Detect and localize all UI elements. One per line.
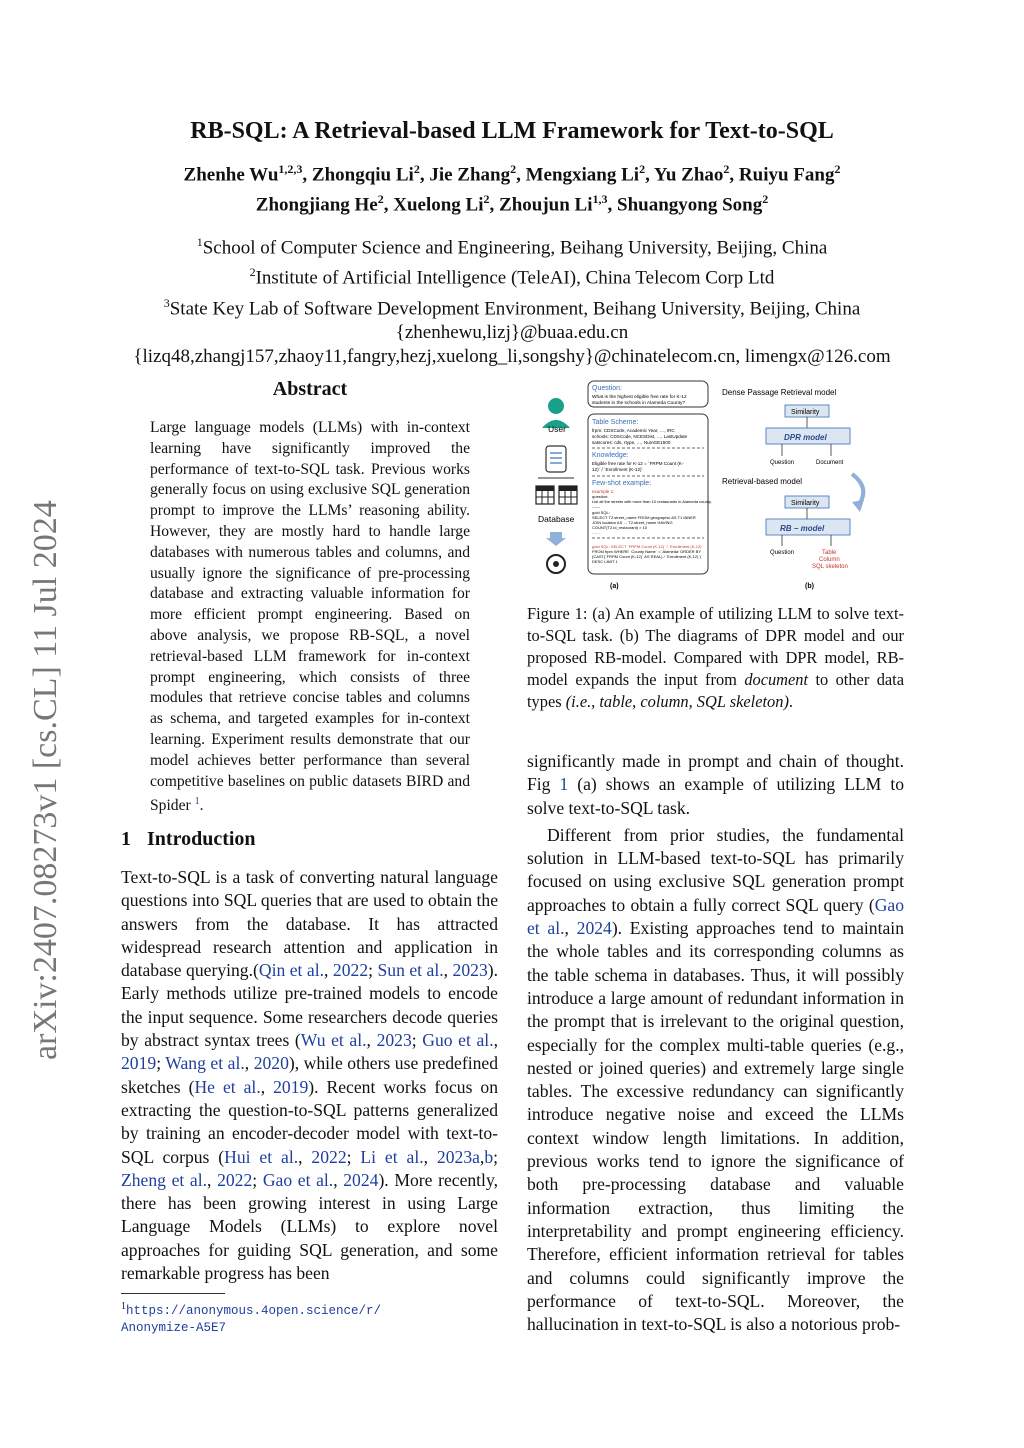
dpr-similarity-label: Similarity: [791, 409, 820, 416]
intro-left-column: [121, 866, 498, 1285]
dpr-document-label: Document: [816, 460, 844, 466]
body-text: ,: [443, 960, 453, 981]
body-text: ). Recent works focus on extracting the question-to-SQL patterns generalized by training an encoder-decoder model with text-to-SQL corpus (: [121, 1076, 498, 1167]
author-name: Zhongqiu Li: [311, 164, 414, 186]
author-affiliation-mark: 2: [762, 192, 769, 207]
author-name: Shuangyong Song: [617, 194, 763, 216]
answer-line: (CAST(`FRPM Count (K-12)` AS REAL) / `Enrollment (K-12)`): [592, 554, 702, 559]
body-text: ,: [207, 1169, 218, 1190]
abstract-body: Large language models (LLMs) with in-context learning have significantly improved the performance of text-to-SQL task. Previous works generally focus on using exclusive SQL generation prompt to improve the LLMs’ reasoning ability. However, they are mostly hard to handle large databases with numerous tables and columns, and usually ignore the significance of pre-processing database and extracting valuable information for more efficient prompt engineering. Based on above analysis, we propose RB-SQL, a novel retrieval-based LLM framework for in-context prompt engineering, which consists of three modules that retrieve concise tables and columns as schema, and targeted examples for in-context learning. Experiment results demonstrate that our model achieves better performance than several competitive baselines on public datasets BIRD and Spider $^1$.: [150, 419, 470, 815]
author-affiliation-mark: 1,2,3: [278, 162, 303, 176]
document-icon: [538, 446, 574, 478]
fewshot-line: ------: [592, 504, 600, 509]
question-text-1: What is the highest eligible free rate for K-12: [592, 395, 687, 400]
footnote-rule: [121, 1293, 225, 1294]
fewshot-line: List all the streets with more than 10 restaurants in Alameda county.: [592, 499, 712, 504]
body-text: ), while others use predefined sketches (: [121, 1053, 499, 1097]
footnote-ref[interactable]: 1: [194, 796, 200, 808]
citation-link[interactable]: 2024: [343, 1169, 379, 1190]
author-line-1: Zhenhe Wu$^{1,2,3}$, Zhongqiu Li$^2$, Jie Zhang$^2$, Mengxiang Li$^2$, Yu Zhao$^2$, Ruiyu Fang$^2$: [183, 162, 841, 186]
affiliation-2: $^2$Institute of Artificial Intelligence (TeleAI), China Telecom Corp Ltd: [249, 265, 775, 289]
user-label: User: [548, 424, 566, 434]
question-title: Question:: [592, 385, 622, 392]
citation-link[interactable]: 2024: [576, 918, 612, 939]
fewshot-line: gold SQL:: [592, 510, 610, 515]
author-name: Xuelong Li: [393, 194, 484, 216]
rb-title: Retrieval-based model: [722, 477, 803, 486]
body-text: ,: [423, 1146, 437, 1167]
body-text: ;: [252, 1169, 263, 1190]
fewshot-title: Few-shot example:: [592, 480, 652, 487]
abstract-heading: Abstract: [272, 378, 348, 400]
citation-link[interactable]: Wang et al.: [165, 1053, 245, 1074]
body-text: ;: [493, 1146, 499, 1167]
knowledge-title: Knowledge:: [592, 452, 629, 459]
schema-line: frpm: CDSCode, Academic Year, …, IRC: [592, 428, 675, 433]
email-1: {zhenhewu,lizj}@buaa.edu.cn: [395, 321, 629, 343]
author-name: Yu Zhao: [653, 164, 724, 186]
citation-link[interactable]: Sun et al.: [377, 960, 444, 981]
schema-title: Table Scheme:: [592, 419, 639, 426]
body-text: ;: [368, 960, 378, 981]
schema-line: satscores: cds, rtype, …, NumGE1500: [592, 440, 671, 445]
figure-caption: Figure 1: (a) An example of utilizing LLM to solve text-to-SQL task. (b) The diagrams of DPR model and our proposed RB-model. Compared with DPR model, RB-model expands the input from document to other data types (i.e., table, column, SQL skeleton).: [527, 604, 904, 711]
author-name: Zhoujun Li: [499, 194, 593, 216]
body-text: ;: [156, 1053, 166, 1074]
author-list: [60, 157, 964, 218]
rb-model-label: RB − model: [780, 524, 825, 533]
body-text: ,: [366, 1030, 377, 1051]
body-text: Different from prior studies, the fundamental solution in LLM-based text-to-SQL has primarily focused on using exclusive SQL generation prompt approaches to obtain a fully correct SQL query (: [527, 824, 904, 915]
author-affiliation-mark: 2: [510, 162, 517, 176]
dpr-question-label: Question: [770, 460, 795, 466]
affiliation-1: $^1$School of Computer Science and Engineering, Beihang University, Beijing, China: [196, 235, 828, 259]
body-text: ,: [564, 918, 577, 939]
body-text: ,: [324, 960, 333, 981]
body-text: ,: [493, 1030, 499, 1051]
answer-line: FROM frpm WHERE `County Name` = 'Alameda' ORDER BY: [592, 549, 701, 554]
panel-a-label: (a): [610, 583, 619, 590]
dpr-title: Dense Passage Retrieval model: [722, 388, 837, 397]
paper-title: RB-SQL: A Retrieval-based LLM Framework for Text-to-SQL: [190, 118, 834, 144]
body-text: ,: [298, 1146, 312, 1167]
body-text: significantly made in prompt and chain of thought. Fig: [527, 751, 904, 795]
citation-link[interactable]: 2019: [121, 1053, 157, 1074]
body-text: ;: [346, 1146, 361, 1167]
body-text: ,: [333, 1169, 344, 1190]
citation-link[interactable]: 2022: [332, 960, 369, 981]
fewshot-line: JOIN location AS … T2.street_name HAVING: [592, 520, 673, 525]
author-line-2: Zhongjiang He$^2$, Xuelong Li$^2$, Zhoujun Li$^{1,3}$, Shuangyong Song$^2$: [255, 192, 769, 216]
fewshot-line: SELECT T2.street_name FROM geographic AS T1 INNER: [592, 515, 696, 520]
author-affiliation-mark: 2: [413, 162, 420, 176]
database-icon: [536, 486, 577, 504]
author-affiliation-mark: 1,3: [592, 192, 608, 207]
rb-output-table: Table: [822, 550, 837, 556]
author-name: Ruiyu Fang: [738, 164, 835, 186]
panel-b-label: (b): [805, 583, 814, 590]
intro-paragraph-1: [121, 866, 498, 1285]
intro-paragraph-2: [527, 824, 904, 1337]
fewshot-line: COUNT(T2.id_restaurant) > 10: [592, 525, 648, 530]
citation-link[interactable]: Guo et al.: [422, 1030, 494, 1051]
database-label: Database: [538, 514, 575, 524]
rb-question-label: Question: [770, 550, 795, 556]
citation-link[interactable]: 2023: [452, 960, 488, 981]
footnote-link-cont[interactable]: Anonymize-A5E7: [121, 1321, 227, 1336]
rb-similarity-label: Similarity: [791, 500, 820, 507]
intro-paragraph-1-cont: [527, 750, 904, 820]
citation-link[interactable]: Gao et al.: [262, 1169, 334, 1190]
question-text-2: students in the schools in Alameda County?: [592, 401, 686, 406]
footnote: $^1$https://anonymous.4open.science/r/ Anonymize-A5E7: [121, 1298, 498, 1337]
arxiv-stamp: [6, 470, 76, 1070]
answer-line: DESC LIMIT 1: [592, 559, 618, 564]
citation-link[interactable]: Li et al.: [360, 1146, 424, 1167]
figure-1: [526, 378, 906, 596]
author-affiliation-mark: 2: [639, 162, 646, 176]
down-arrow-icon: [546, 532, 566, 546]
fewshot-line: ……: [592, 530, 600, 535]
body-text: ). Early methods utilize pre-trained models to encode the input sequence. Some researchers decode queries by abstract syntax trees (: [121, 960, 498, 1051]
citation-link[interactable]: 1: [559, 774, 569, 795]
answer-line: gold SQL: SELECT `FRPM Count (K-12)` / `Enrollment (K-12)`: [592, 544, 703, 549]
citation-link[interactable]: Hui et al.: [224, 1146, 299, 1167]
arxiv-stamp-text: arXiv:2407.08273v1 [cs.CL] 11 Jul 2024: [27, 500, 64, 1060]
body-text: ). More recently, there has been growing interest in using Large Language Models (LLMs) to explore novel approaches for guiding SQL generation, and some remarkable progress has been: [121, 1169, 499, 1284]
fewshot-line: question:: [592, 494, 609, 499]
citation-link[interactable]: Wu et al.: [300, 1030, 367, 1051]
author-name: Mengxiang Li: [525, 164, 640, 186]
body-text: ,: [260, 1076, 274, 1097]
author-affiliation-mark: 2: [834, 162, 841, 176]
citation-link[interactable]: Zheng et al.: [121, 1169, 208, 1190]
rb-output-column: Column: [819, 557, 840, 563]
intro-right-column: [527, 750, 904, 1336]
fewshot-line: example 1:: [592, 489, 615, 494]
author-name: Jie Zhang: [429, 164, 511, 186]
knowledge-line: Eligible free rate for K-12 = `FRPM Count (K-: [592, 461, 684, 466]
citation-link[interactable]: He et al.: [194, 1076, 261, 1097]
citation-link[interactable]: 2020: [253, 1053, 289, 1074]
citation-link[interactable]: Qin et al.: [258, 960, 325, 981]
footnote-link[interactable]: https://anonymous.4open.science/r/: [126, 1304, 382, 1319]
citation-link[interactable]: Gao et al.: [527, 894, 904, 939]
body-text: ). Existing approaches tend to maintain the whole tables and its corresponding columns as the table schema in databases. Thus, it will possibly introduce a large amount of redundant information in the prompt that is irrelevant to the original question, especially for the complex multi-table queries (e.g., nested or joined queries) and extremely large single tables. The excessive redundancy can significantly introduce negative noise and exceed the LLMs context window length limitations. In addition, previous works tend to ignore the significance of both pre-processing database and valuable information extraction, thus limiting the interpretability and prompt engineering efficiency. Therefore, efficient information retrieval for tables and columns could significantly improve the performance of text-to-SQL. Moreover, the hallucination in text-to-SQL is also a notorious prob-: [527, 918, 904, 1335]
citation-link[interactable]: 2023a: [436, 1146, 480, 1167]
body-text: Text-to-SQL is a task of converting natural language questions into SQL queries that are used to obtain the answers from the database. It has attracted widespread research attention and application in database querying.(: [121, 867, 498, 981]
citation-link[interactable]: 2019: [273, 1076, 309, 1097]
openai-icon: [547, 555, 565, 573]
affiliations: [60, 230, 964, 369]
citation-link[interactable]: b: [484, 1146, 494, 1167]
rb-output-sql-skeleton: SQL skeleton: [812, 564, 848, 570]
email-2: {lizq48,zhangj157,zhaoy11,fangry,hezj,xuelong_li,songshy}@chinatelecom.cn, limengx@126.com: [133, 345, 891, 367]
body-text: (a) shows an example of utilizing LLM to solve text-to-SQL task.: [527, 774, 904, 818]
body-text: ,: [244, 1053, 254, 1074]
dpr-model-label: DPR model: [784, 433, 827, 442]
author-affiliation-mark: 2: [483, 192, 490, 207]
citation-link[interactable]: 2022: [311, 1146, 347, 1167]
schema-line: schools: CDSCode, NCESDist, …, LastUpdate: [592, 434, 688, 439]
section-heading-introduction: 1 Introduction: [121, 828, 256, 850]
body-text: ;: [411, 1030, 423, 1051]
author-name: Zhenhe Wu: [183, 164, 279, 186]
author-affiliation-mark: 2: [377, 192, 384, 207]
body-text: ,: [479, 1146, 485, 1167]
affiliation-3: $^3$State Key Lab of Software Development Environment, Beihang University, Beijing, China: [163, 295, 861, 319]
citation-link[interactable]: 2023: [376, 1030, 412, 1051]
citation-link[interactable]: 2022: [217, 1169, 253, 1190]
author-name: Zhongjiang He: [255, 194, 378, 216]
knowledge-line: 12)` / `Enrollment (K-12)`: [592, 467, 644, 472]
author-affiliation-mark: 2: [723, 162, 730, 176]
